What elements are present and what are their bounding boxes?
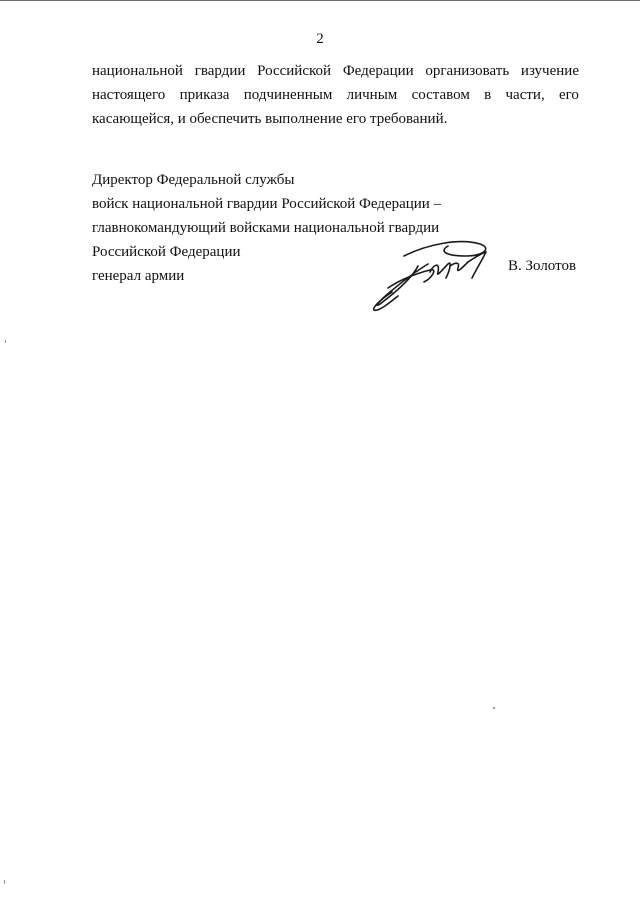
word: изучение (520, 63, 579, 79)
word: настоящего (92, 87, 166, 103)
page-top-edge (0, 0, 640, 1)
word: Российской (257, 63, 332, 79)
signer-title-line: Директор Федеральной службы (92, 172, 295, 188)
word: Федерации (342, 63, 414, 79)
signer-title-line: главнокомандующий войсками национальной гвардии (92, 220, 440, 236)
body-paragraph (92, 59, 579, 131)
scan-speck (4, 880, 5, 884)
word: составом (411, 87, 470, 103)
body-line-2 (92, 83, 579, 107)
signer-rank: генерал армии (92, 268, 185, 284)
word: организовать (425, 63, 510, 79)
signer-title-line: Российской Федерации (92, 244, 241, 260)
body-line-3: касающейся, и обеспечить выполнение его требований. (92, 111, 448, 127)
signer-title-line: войск национальной гвардии Российской Федерации – (92, 196, 442, 212)
body-line-1 (92, 59, 579, 83)
scan-speck (5, 340, 6, 343)
word: в (484, 87, 492, 103)
handwritten-signature (368, 226, 508, 316)
word: его (558, 87, 579, 103)
word: гвардии (194, 63, 246, 79)
word: национальной (92, 63, 183, 79)
word: части, (505, 87, 545, 103)
scan-speck (493, 707, 495, 709)
word: личным (346, 87, 398, 103)
word: приказа (179, 87, 230, 103)
signer-name: В. Золотов (508, 258, 577, 274)
word: подчиненным (243, 87, 333, 103)
page-number: 2 (316, 31, 324, 47)
